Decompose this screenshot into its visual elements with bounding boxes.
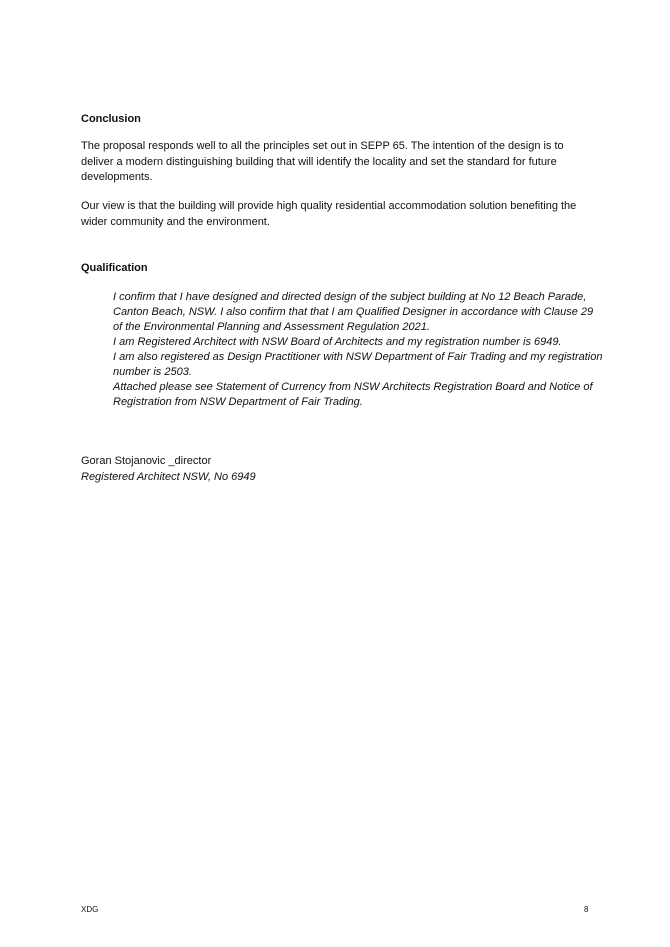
conclusion-heading: Conclusion	[81, 113, 141, 125]
qualification-line: I confirm that I have designed and directed design of the subject building at No 12 Beach Parade, Canton Beach, NSW. I also confirm that that I am Qualified Designer in accordance with Clause 29 of the Environmental Planning and Assessment Regulation 2021.	[113, 291, 594, 333]
qualification-line: Attached please see Statement of Currency from NSW Architects Registration Board and Notice of Registration from NSW Department of Fair Trading.	[113, 381, 593, 408]
qualification-line: I am also registered as Design Practitioner with NSW Department of Fair Trading and my registration number is 2503.	[113, 351, 603, 378]
signatory-name: Goran Stojanovic _director	[81, 455, 212, 467]
signatory-title: Registered Architect NSW, No 6949	[81, 470, 256, 483]
qualification-line: I am Registered Architect with NSW Board of Architects and my registration number is 6949.	[113, 336, 562, 348]
qualification-statement	[113, 290, 603, 410]
footer-page-number: 8	[584, 905, 589, 914]
conclusion-paragraph-2: Our view is that the building will provide high quality residential accommodation solution benefiting the wider community and the environment.	[81, 200, 577, 228]
qualification-heading: Qualification	[81, 262, 148, 274]
footer-company: XDG	[81, 905, 99, 914]
conclusion-paragraph-1: The proposal responds well to all the principles set out in SEPP 65. The intention of the design is to deliver a modern distinguishing building that will identify the locality and set the standard for future developments.	[81, 140, 564, 183]
signature-block	[81, 454, 256, 485]
